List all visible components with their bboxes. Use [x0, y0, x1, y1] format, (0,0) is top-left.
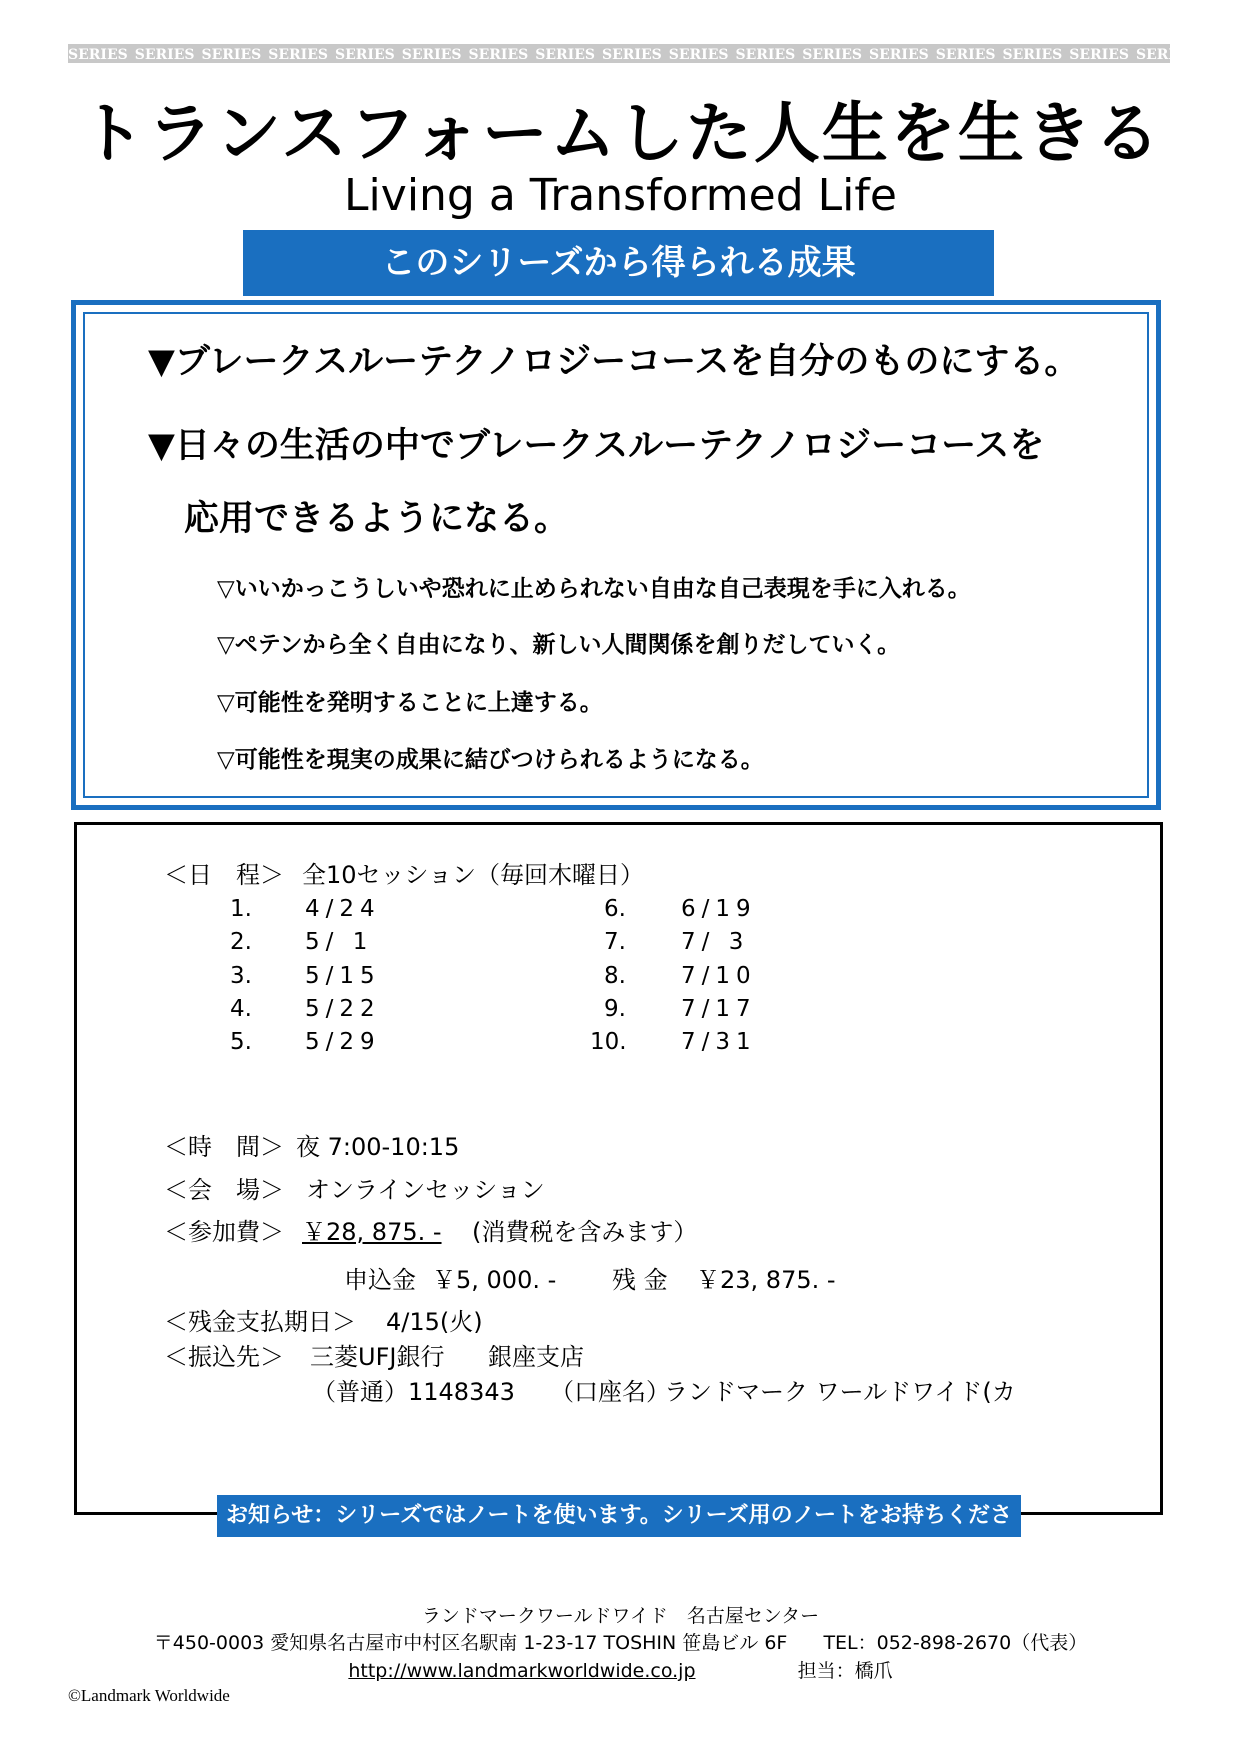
session-date: 5/29: [305, 1029, 381, 1055]
copyright: ©Landmark Worldwide: [68, 1686, 230, 1705]
banner-word: SERIES: [1002, 47, 1063, 63]
account-name: ランドマーク ワールドワイド(カ: [664, 1378, 1016, 1406]
banner-word: SERIES: [401, 47, 462, 63]
footer-org: ランドマークワールドワイド 名古屋センター: [421, 1605, 820, 1627]
session-date: 6/19: [681, 896, 757, 922]
bank-branch: 銀座支店: [488, 1343, 584, 1371]
session-date: 7/ 3: [681, 929, 750, 955]
deposit-amount: ￥5, 000. -: [432, 1266, 557, 1294]
venue-value: オンラインセッション: [306, 1176, 545, 1204]
banner-word: SERIES: [735, 47, 796, 63]
session-date: 7/17: [681, 996, 757, 1022]
footer-address-line: [0, 1631, 1241, 1655]
bank-label: ＜振込先＞: [164, 1343, 284, 1371]
session-date: 7/10: [681, 963, 757, 989]
schedule-label: ＜日 程＞: [164, 861, 284, 889]
session-date: 5/15: [305, 963, 381, 989]
banner-word: SERIES: [134, 47, 195, 63]
banner-word: SERIES: [201, 47, 262, 63]
footer-url-line: [0, 1659, 1241, 1683]
fee-label: ＜参加費＞: [164, 1218, 284, 1246]
session-date: 5/22: [305, 996, 381, 1022]
session-number: 1.: [230, 896, 252, 922]
footer-url-link[interactable]: http://www.landmarkworldwide.co.jp: [348, 1660, 696, 1682]
account-type: （普通）: [312, 1378, 408, 1406]
banner-word: SERIES: [468, 47, 529, 63]
notice-bar: お知らせ：シリーズではノートを使います。シリーズ用のノートをお持ちください。: [217, 1495, 1021, 1537]
page-subtitle-english: Living a Transformed Life: [344, 170, 897, 221]
banner-word: SERIES: [802, 47, 862, 63]
banner-word: SERIES: [1136, 47, 1196, 63]
due-date-label: ＜残金支払期日＞: [164, 1308, 356, 1336]
banner-word: SERIES: [68, 47, 128, 63]
session-number: 6.: [604, 896, 626, 922]
session-number: 7.: [604, 929, 626, 955]
session-date: 7/31: [681, 1029, 757, 1055]
footer-contact: 担当：橋爪: [797, 1660, 893, 1682]
account-name-label: （口座名）: [550, 1378, 670, 1406]
balance-amount: ￥23, 875. -: [696, 1266, 836, 1294]
fee-amount: ￥28, 875. -: [302, 1218, 442, 1246]
sub-outcome: ▽可能性を現実の成果に結びつけられるようになる。: [217, 747, 764, 773]
series-banner: [68, 44, 1196, 63]
deposit-label: 申込金: [344, 1266, 416, 1294]
session-number: 9.: [604, 996, 626, 1022]
sub-outcome: ▽ペテンから全く自由になり、新しい人間関係を創りだしていく。: [217, 632, 901, 658]
session-date: 5/ 1: [305, 929, 374, 955]
session-number: 4.: [230, 996, 252, 1022]
details-box: [74, 822, 1163, 1515]
sub-outcome: ▽可能性を発明することに上達する。: [217, 690, 603, 716]
time-label: ＜時 間＞: [164, 1133, 284, 1161]
session-date: 4/24: [305, 896, 381, 922]
venue-label: ＜会 場＞: [164, 1176, 284, 1204]
banner-word: SERIES: [869, 47, 929, 63]
schedule-value: 全10セッション（毎回木曜日）: [302, 861, 645, 889]
footer-address: 〒450-0003 愛知県名古屋市中村区名駅南 1-23-17 TOSHIN 笹島ビル 6F: [153, 1632, 788, 1654]
banner-word: SERIES: [935, 47, 996, 63]
banner-word: SERIES: [1069, 47, 1129, 63]
account-number: 1148343: [408, 1378, 515, 1406]
time-value: 夜 7:00-10:15: [296, 1133, 460, 1161]
main-outcome-2-line2: 応用できるようになる。: [184, 499, 570, 539]
main-outcome-1: ▼ブレークスルーテクノロジーコースを自分のものにする。: [148, 342, 1080, 382]
balance-label: 残 金: [612, 1266, 668, 1294]
session-number: 3.: [230, 963, 252, 989]
footer-tel: TEL：052-898-2670（代表）: [823, 1632, 1088, 1654]
banner-word: SERIES: [268, 47, 328, 63]
due-date-value: 4/15(火): [386, 1308, 483, 1336]
banner-word: SERIES: [535, 47, 595, 63]
banner-word: SERIES: [602, 47, 662, 63]
banner-word: SERIES: [668, 47, 729, 63]
session-number: 2.: [230, 929, 252, 955]
main-outcome-2-line1: ▼日々の生活の中でブレークスルーテクノロジーコースを: [148, 426, 1045, 466]
outcomes-inner-border: [83, 312, 1149, 798]
fee-note: (消費税を含みます）: [472, 1218, 698, 1246]
banner-word: SERIES: [335, 47, 395, 63]
outcome-header: このシリーズから得られる成果: [243, 230, 994, 296]
session-number: 10.: [590, 1029, 627, 1055]
sub-outcome: ▽いいかっこうしいや恐れに止められない自由な自己表現を手に入れる。: [217, 576, 971, 602]
bank-name: 三菱UFJ銀行: [310, 1343, 445, 1371]
session-number: 5.: [230, 1029, 252, 1055]
session-number: 8.: [604, 963, 626, 989]
page-title: トランスフォームした人生を生きる: [79, 95, 1162, 172]
